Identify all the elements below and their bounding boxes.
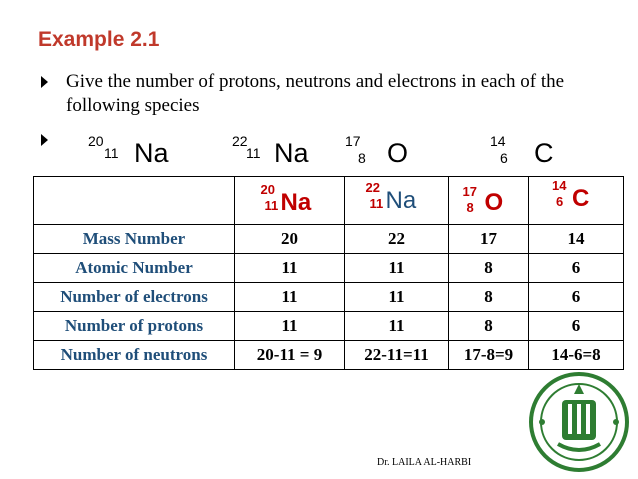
table-cell: 14-6=8 — [529, 341, 624, 370]
slide-title: Example 2.1 — [38, 28, 160, 51]
table-header-cell — [235, 177, 345, 225]
nuclide-na-22 — [362, 177, 432, 219]
table-header-row — [34, 177, 624, 225]
nuclide-na-20 — [255, 177, 325, 219]
species-table — [33, 176, 624, 370]
element-symbol: Na — [134, 138, 169, 168]
row-label: Number of electrons — [34, 283, 235, 312]
element-symbol: C — [534, 138, 554, 168]
mass-number: 17 — [462, 184, 477, 199]
table-row — [34, 254, 624, 283]
row-label: Number of neutrons — [34, 341, 235, 370]
table-cell: 11 — [235, 283, 345, 312]
table-cell: 11 — [345, 312, 449, 341]
row-label: Mass Number — [34, 225, 235, 254]
table-header-cell — [449, 177, 529, 225]
element-symbol: Na — [280, 189, 312, 216]
atomic-number: 6 — [500, 150, 508, 166]
atomic-number: 11 — [246, 145, 261, 161]
table-cell: 11 — [345, 254, 449, 283]
university-seal-icon — [528, 372, 630, 472]
atomic-number: 8 — [358, 150, 366, 166]
atomic-number: 11 — [104, 145, 119, 161]
atomic-number: 8 — [466, 200, 474, 215]
mass-number: 20 — [260, 182, 275, 197]
table-cell: 6 — [529, 312, 624, 341]
mass-number: 22 — [232, 133, 248, 149]
bullet-text: Give the number of protons, neutrons and electrons in each of the following species — [66, 71, 565, 116]
atomic-number: 11 — [369, 196, 384, 211]
nuclide-c-14 — [546, 177, 606, 219]
table-cell: 6 — [529, 254, 624, 283]
table-row — [34, 283, 624, 312]
table-cell: 17-8=9 — [449, 341, 529, 370]
footer-author: Dr. LAILA AL-HARBI — [377, 457, 472, 468]
element-symbol: C — [572, 185, 590, 212]
table-cell: 11 — [235, 312, 345, 341]
table-cell: 17 — [449, 225, 529, 254]
element-symbol: O — [484, 189, 504, 216]
table-row — [34, 312, 624, 341]
mass-number: 14 — [552, 178, 567, 193]
triangle-bullet-icon — [41, 134, 48, 146]
row-label: Number of protons — [34, 312, 235, 341]
atomic-number: 6 — [556, 194, 564, 209]
mass-number: 17 — [345, 133, 361, 149]
table-cell: 8 — [449, 254, 529, 283]
table-header-empty — [34, 177, 235, 225]
table-header-cell — [345, 177, 449, 225]
element-symbol: O — [387, 138, 409, 168]
nuclide-o-17 — [459, 177, 519, 219]
table-cell: 22 — [345, 225, 449, 254]
element-symbol: Na — [274, 138, 309, 168]
mass-number: 14 — [490, 133, 506, 149]
triangle-bullet-icon — [41, 76, 48, 88]
mass-number: 20 — [88, 133, 104, 149]
table-header-cell — [529, 177, 624, 225]
table-row — [34, 225, 624, 254]
table-row — [34, 341, 624, 370]
table-cell: 14 — [529, 225, 624, 254]
table-cell: 20 — [235, 225, 345, 254]
table-cell: 20-11 = 9 — [235, 341, 345, 370]
table-cell: 22-11=11 — [345, 341, 449, 370]
mass-number: 22 — [365, 180, 380, 195]
table-cell: 8 — [449, 283, 529, 312]
table-cell: 6 — [529, 283, 624, 312]
table-cell: 11 — [235, 254, 345, 283]
table-cell: 8 — [449, 312, 529, 341]
element-symbol: Na — [385, 187, 417, 214]
atomic-number: 11 — [264, 198, 279, 213]
row-label: Atomic Number — [34, 254, 235, 283]
table-cell: 11 — [345, 283, 449, 312]
